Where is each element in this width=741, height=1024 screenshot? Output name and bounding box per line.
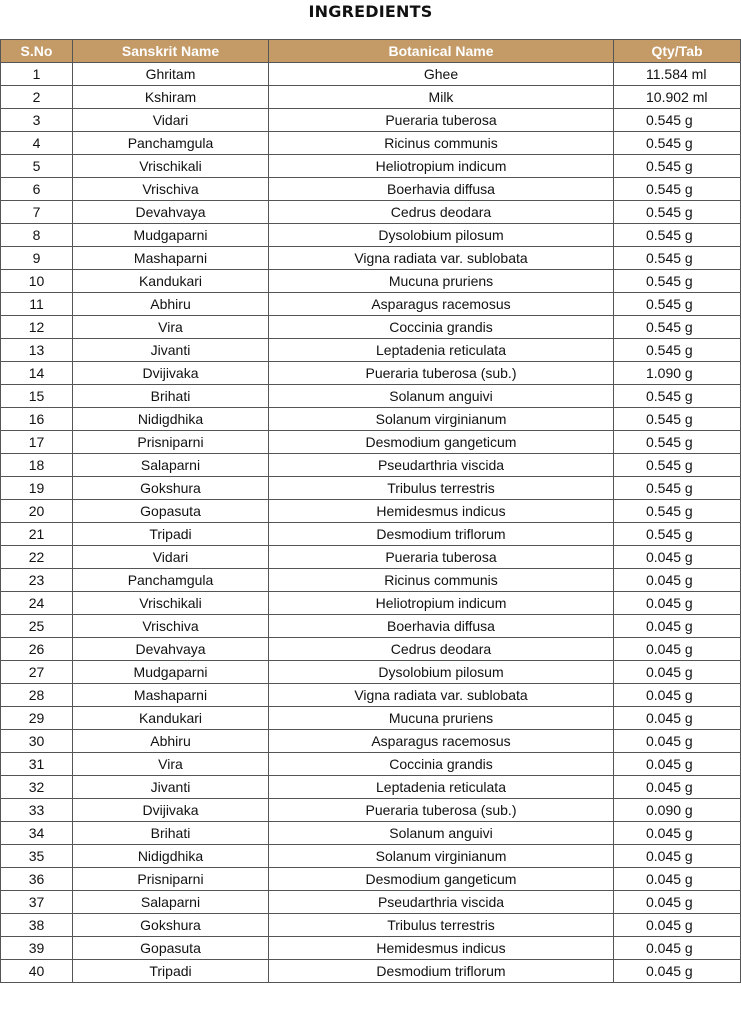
table-row: [1, 914, 741, 937]
cell-botanical-name: Solanum virginianum: [269, 408, 614, 431]
cell-sanskrit-name: Dvijivaka: [73, 799, 269, 822]
cell-sanskrit-name: Prisniparni: [73, 431, 269, 454]
cell-qty-tab: 0.545 g: [614, 339, 741, 362]
header-botanical-name: Botanical Name: [269, 40, 614, 63]
cell-sno: 19: [1, 477, 73, 500]
cell-sno: 8: [1, 224, 73, 247]
cell-qty-tab: 0.045 g: [614, 753, 741, 776]
table-row: [1, 362, 741, 385]
cell-sanskrit-name: Vrischiva: [73, 615, 269, 638]
cell-sanskrit-name: Abhiru: [73, 293, 269, 316]
table-row: [1, 638, 741, 661]
cell-sanskrit-name: Kandukari: [73, 707, 269, 730]
cell-sanskrit-name: Kshiram: [73, 86, 269, 109]
cell-sno: 4: [1, 132, 73, 155]
cell-sno: 15: [1, 385, 73, 408]
cell-sno: 35: [1, 845, 73, 868]
table-row: [1, 477, 741, 500]
cell-botanical-name: Pueraria tuberosa: [269, 546, 614, 569]
cell-qty-tab: 11.584 ml: [614, 63, 741, 86]
cell-sno: 21: [1, 523, 73, 546]
cell-sanskrit-name: Jivanti: [73, 776, 269, 799]
cell-qty-tab: 0.545 g: [614, 247, 741, 270]
table-row: [1, 224, 741, 247]
cell-qty-tab: 0.045 g: [614, 615, 741, 638]
cell-sno: 29: [1, 707, 73, 730]
table-row: [1, 937, 741, 960]
cell-qty-tab: 0.545 g: [614, 454, 741, 477]
table-row: [1, 822, 741, 845]
cell-botanical-name: Asparagus racemosus: [269, 293, 614, 316]
cell-botanical-name: Asparagus racemosus: [269, 730, 614, 753]
cell-qty-tab: 0.045 g: [614, 684, 741, 707]
cell-qty-tab: 0.545 g: [614, 270, 741, 293]
cell-botanical-name: Pueraria tuberosa: [269, 109, 614, 132]
cell-botanical-name: Ghee: [269, 63, 614, 86]
cell-qty-tab: 0.045 g: [614, 776, 741, 799]
table-row: [1, 960, 741, 983]
cell-qty-tab: 0.045 g: [614, 960, 741, 983]
cell-qty-tab: 0.545 g: [614, 293, 741, 316]
cell-botanical-name: Desmodium gangeticum: [269, 868, 614, 891]
cell-qty-tab: 10.902 ml: [614, 86, 741, 109]
table-row: [1, 799, 741, 822]
header-sanskrit-name: Sanskrit Name: [73, 40, 269, 63]
table-row: [1, 707, 741, 730]
cell-botanical-name: Hemidesmus indicus: [269, 937, 614, 960]
cell-sno: 22: [1, 546, 73, 569]
cell-botanical-name: Pseudarthria viscida: [269, 891, 614, 914]
cell-qty-tab: 0.045 g: [614, 937, 741, 960]
cell-sno: 10: [1, 270, 73, 293]
cell-sanskrit-name: Prisniparni: [73, 868, 269, 891]
cell-botanical-name: Boerhavia diffusa: [269, 178, 614, 201]
cell-qty-tab: 0.545 g: [614, 408, 741, 431]
cell-botanical-name: Heliotropium indicum: [269, 592, 614, 615]
cell-botanical-name: Pueraria tuberosa (sub.): [269, 362, 614, 385]
cell-qty-tab: 0.045 g: [614, 730, 741, 753]
table-row: [1, 845, 741, 868]
cell-sanskrit-name: Mashaparni: [73, 247, 269, 270]
cell-sanskrit-name: Ghritam: [73, 63, 269, 86]
cell-sanskrit-name: Panchamgula: [73, 569, 269, 592]
cell-sno: 37: [1, 891, 73, 914]
cell-botanical-name: Pueraria tuberosa (sub.): [269, 799, 614, 822]
cell-sanskrit-name: Vira: [73, 753, 269, 776]
table-row: [1, 86, 741, 109]
cell-sno: 30: [1, 730, 73, 753]
cell-qty-tab: 1.090 g: [614, 362, 741, 385]
header-qty-tab: Qty/Tab: [614, 40, 741, 63]
table-row: [1, 316, 741, 339]
cell-sno: 24: [1, 592, 73, 615]
table-row: [1, 339, 741, 362]
cell-botanical-name: Ricinus communis: [269, 132, 614, 155]
cell-sanskrit-name: Jivanti: [73, 339, 269, 362]
cell-qty-tab: 0.545 g: [614, 201, 741, 224]
cell-botanical-name: Coccinia grandis: [269, 753, 614, 776]
cell-botanical-name: Desmodium triflorum: [269, 960, 614, 983]
cell-botanical-name: Desmodium gangeticum: [269, 431, 614, 454]
cell-sanskrit-name: Tripadi: [73, 523, 269, 546]
cell-sno: 17: [1, 431, 73, 454]
cell-sanskrit-name: Devahvaya: [73, 638, 269, 661]
cell-sanskrit-name: Nidigdhika: [73, 408, 269, 431]
cell-qty-tab: 0.545 g: [614, 477, 741, 500]
header-row: [1, 40, 741, 63]
cell-sno: 6: [1, 178, 73, 201]
table-row: [1, 776, 741, 799]
cell-botanical-name: Dysolobium pilosum: [269, 224, 614, 247]
cell-sanskrit-name: Nidigdhika: [73, 845, 269, 868]
cell-botanical-name: Hemidesmus indicus: [269, 500, 614, 523]
cell-qty-tab: 0.045 g: [614, 891, 741, 914]
cell-sno: 7: [1, 201, 73, 224]
table-row: [1, 868, 741, 891]
header-sno: S.No: [1, 40, 73, 63]
cell-sanskrit-name: Vira: [73, 316, 269, 339]
table-row: [1, 684, 741, 707]
cell-botanical-name: Cedrus deodara: [269, 201, 614, 224]
cell-sno: 1: [1, 63, 73, 86]
table-row: [1, 178, 741, 201]
cell-sno: 5: [1, 155, 73, 178]
cell-qty-tab: 0.045 g: [614, 868, 741, 891]
cell-sanskrit-name: Gokshura: [73, 477, 269, 500]
cell-sno: 32: [1, 776, 73, 799]
cell-qty-tab: 0.545 g: [614, 431, 741, 454]
cell-qty-tab: 0.045 g: [614, 569, 741, 592]
table-row: [1, 523, 741, 546]
cell-sanskrit-name: Mashaparni: [73, 684, 269, 707]
cell-qty-tab: 0.545 g: [614, 224, 741, 247]
table-row: [1, 891, 741, 914]
cell-botanical-name: Mucuna pruriens: [269, 270, 614, 293]
cell-botanical-name: Leptadenia reticulata: [269, 776, 614, 799]
cell-qty-tab: 0.090 g: [614, 799, 741, 822]
cell-sanskrit-name: Brihati: [73, 822, 269, 845]
cell-botanical-name: Heliotropium indicum: [269, 155, 614, 178]
cell-sno: 11: [1, 293, 73, 316]
cell-sno: 25: [1, 615, 73, 638]
cell-botanical-name: Dysolobium pilosum: [269, 661, 614, 684]
cell-sno: 9: [1, 247, 73, 270]
cell-qty-tab: 0.545 g: [614, 178, 741, 201]
cell-sno: 2: [1, 86, 73, 109]
cell-sno: 14: [1, 362, 73, 385]
cell-qty-tab: 0.045 g: [614, 661, 741, 684]
cell-sno: 27: [1, 661, 73, 684]
cell-sno: 12: [1, 316, 73, 339]
table-row: [1, 63, 741, 86]
cell-sno: 34: [1, 822, 73, 845]
cell-sanskrit-name: Vrischikali: [73, 155, 269, 178]
cell-sanskrit-name: Vrischiva: [73, 178, 269, 201]
cell-sno: 18: [1, 454, 73, 477]
cell-sanskrit-name: Mudgaparni: [73, 661, 269, 684]
cell-botanical-name: Ricinus communis: [269, 569, 614, 592]
table-header: [1, 40, 741, 63]
cell-qty-tab: 0.545 g: [614, 500, 741, 523]
cell-botanical-name: Leptadenia reticulata: [269, 339, 614, 362]
cell-qty-tab: 0.545 g: [614, 385, 741, 408]
cell-botanical-name: Vigna radiata var. sublobata: [269, 684, 614, 707]
table-row: [1, 569, 741, 592]
cell-sanskrit-name: Dvijivaka: [73, 362, 269, 385]
cell-sno: 23: [1, 569, 73, 592]
ingredients-table: [0, 39, 741, 983]
cell-qty-tab: 0.045 g: [614, 822, 741, 845]
cell-sno: 26: [1, 638, 73, 661]
cell-botanical-name: Vigna radiata var. sublobata: [269, 247, 614, 270]
cell-qty-tab: 0.545 g: [614, 523, 741, 546]
cell-sno: 38: [1, 914, 73, 937]
cell-sanskrit-name: Gokshura: [73, 914, 269, 937]
cell-qty-tab: 0.045 g: [614, 845, 741, 868]
table-row: [1, 500, 741, 523]
cell-sno: 39: [1, 937, 73, 960]
cell-botanical-name: Pseudarthria viscida: [269, 454, 614, 477]
cell-sanskrit-name: Gopasuta: [73, 500, 269, 523]
cell-qty-tab: 0.045 g: [614, 638, 741, 661]
cell-sno: 31: [1, 753, 73, 776]
cell-sanskrit-name: Vidari: [73, 109, 269, 132]
table-row: [1, 730, 741, 753]
table-row: [1, 615, 741, 638]
table-row: [1, 385, 741, 408]
table-row: [1, 132, 741, 155]
cell-sanskrit-name: Brihati: [73, 385, 269, 408]
cell-sanskrit-name: Panchamgula: [73, 132, 269, 155]
cell-qty-tab: 0.045 g: [614, 592, 741, 615]
cell-botanical-name: Tribulus terrestris: [269, 477, 614, 500]
cell-botanical-name: Cedrus deodara: [269, 638, 614, 661]
cell-sanskrit-name: Vidari: [73, 546, 269, 569]
cell-sno: 3: [1, 109, 73, 132]
cell-sno: 20: [1, 500, 73, 523]
cell-sanskrit-name: Tripadi: [73, 960, 269, 983]
table-row: [1, 247, 741, 270]
cell-sanskrit-name: Gopasuta: [73, 937, 269, 960]
table-row: [1, 454, 741, 477]
cell-sanskrit-name: Devahvaya: [73, 201, 269, 224]
cell-botanical-name: Solanum anguivi: [269, 385, 614, 408]
table-row: [1, 431, 741, 454]
cell-botanical-name: Coccinia grandis: [269, 316, 614, 339]
table-row: [1, 753, 741, 776]
cell-botanical-name: Solanum virginianum: [269, 845, 614, 868]
cell-botanical-name: Mucuna pruriens: [269, 707, 614, 730]
table-row: [1, 201, 741, 224]
cell-qty-tab: 0.045 g: [614, 914, 741, 937]
cell-botanical-name: Desmodium triflorum: [269, 523, 614, 546]
cell-sanskrit-name: Abhiru: [73, 730, 269, 753]
cell-sno: 33: [1, 799, 73, 822]
table-row: [1, 408, 741, 431]
cell-qty-tab: 0.545 g: [614, 316, 741, 339]
cell-qty-tab: 0.545 g: [614, 155, 741, 178]
table-row: [1, 155, 741, 178]
cell-botanical-name: Tribulus terrestris: [269, 914, 614, 937]
cell-sno: 13: [1, 339, 73, 362]
cell-botanical-name: Boerhavia diffusa: [269, 615, 614, 638]
cell-botanical-name: Milk: [269, 86, 614, 109]
table-row: [1, 661, 741, 684]
table-row: [1, 592, 741, 615]
cell-qty-tab: 0.545 g: [614, 109, 741, 132]
cell-botanical-name: Solanum anguivi: [269, 822, 614, 845]
cell-sanskrit-name: Salaparni: [73, 891, 269, 914]
table-row: [1, 109, 741, 132]
cell-qty-tab: 0.545 g: [614, 132, 741, 155]
table-row: [1, 270, 741, 293]
cell-qty-tab: 0.045 g: [614, 546, 741, 569]
table-row: [1, 293, 741, 316]
cell-sanskrit-name: Salaparni: [73, 454, 269, 477]
cell-sno: 16: [1, 408, 73, 431]
cell-sno: 40: [1, 960, 73, 983]
cell-sno: 28: [1, 684, 73, 707]
cell-sanskrit-name: Mudgaparni: [73, 224, 269, 247]
table-body: [1, 63, 741, 983]
page-title: INGREDIENTS: [308, 2, 433, 21]
cell-sanskrit-name: Kandukari: [73, 270, 269, 293]
cell-qty-tab: 0.045 g: [614, 707, 741, 730]
table-row: [1, 546, 741, 569]
cell-sanskrit-name: Vrischikali: [73, 592, 269, 615]
cell-sno: 36: [1, 868, 73, 891]
